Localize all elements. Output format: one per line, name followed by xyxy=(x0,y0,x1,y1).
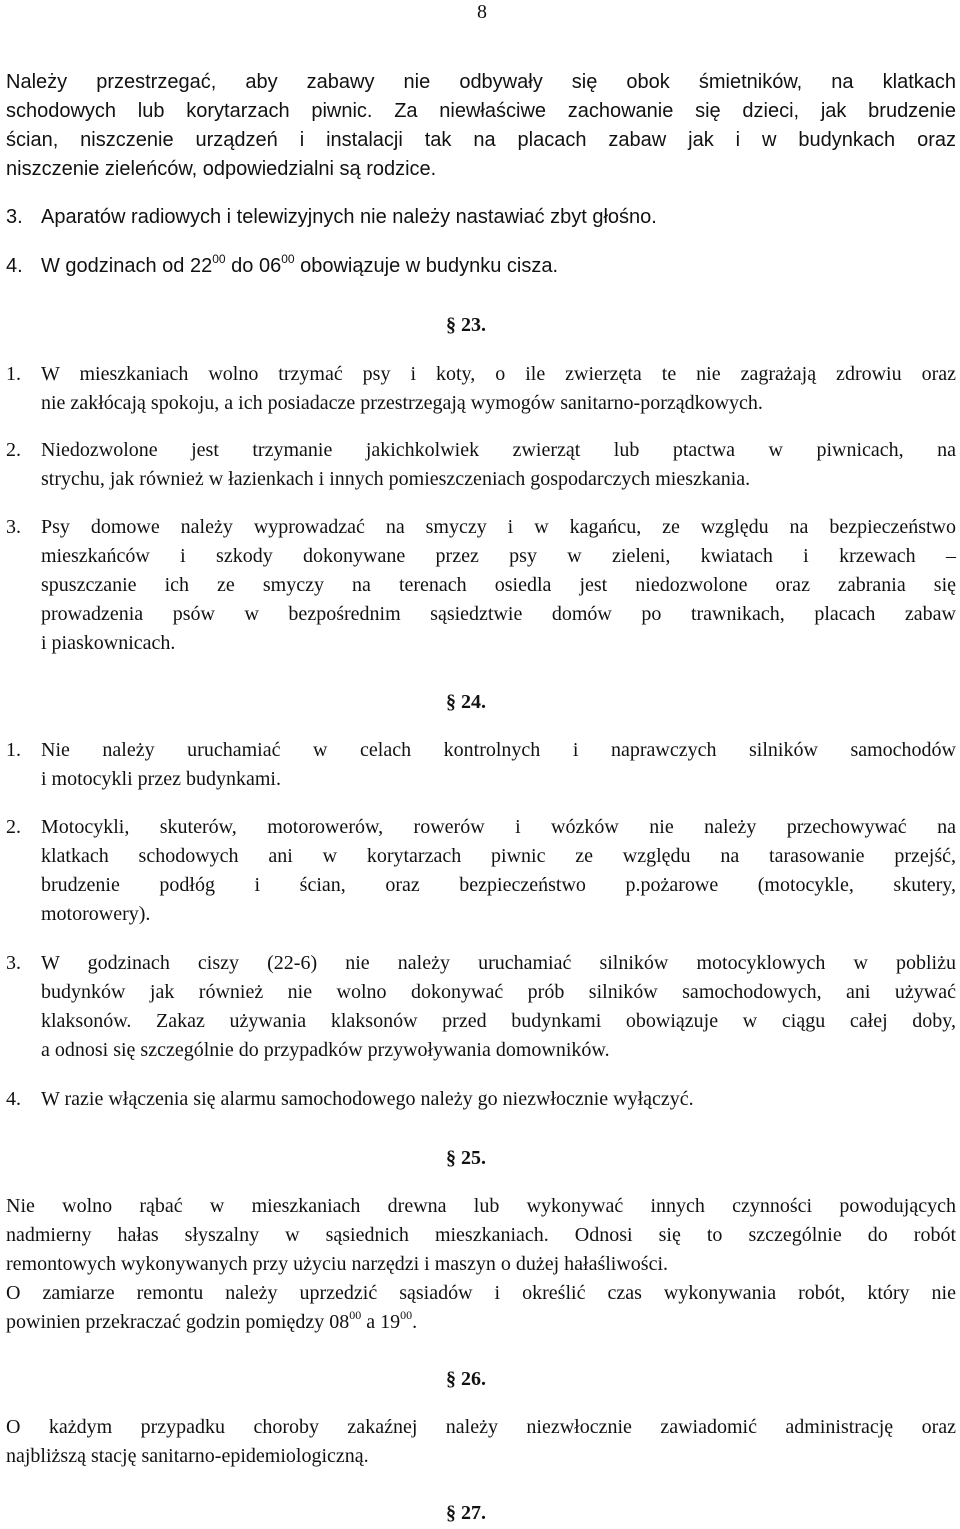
item-number: 3. xyxy=(6,206,23,228)
item-text: W godzinach od $22^{00}$ do $06^{00}$ obowiązuje w budynku cisza. xyxy=(41,252,559,277)
paragraph xyxy=(6,1192,956,1337)
intro-paragraph xyxy=(6,68,956,184)
section-heading-27: § 27. xyxy=(446,1502,486,1524)
text-line: powinien przekraczać godzin pomiędzy $08^{00}$ a $19^{00}$. xyxy=(6,1308,418,1333)
text-line: budynków jak również nie wolno dokonywać prób silników samochodowych, ani używać xyxy=(41,981,956,1003)
item-number: 4. xyxy=(6,1088,21,1110)
section-heading-24: § 24. xyxy=(446,691,486,713)
text-line: strychu, jak również w łazienkach i innych pomieszczeniach gospodarczych mieszkania. xyxy=(41,468,751,490)
text-line: schodowych lub korytarzach piwnic. Za niewłaściwe zachowanie się dzieci, jak brudzenie xyxy=(6,100,956,122)
section-heading-26: § 26. xyxy=(446,1368,486,1390)
text-line: klaksonów. Zakaz używania klaksonów przed budynkami obowiązuje w ciągu całej doby, xyxy=(41,1010,956,1032)
text-line: mieszkańców i szkody dokonywane przez psy w zieleni, kwiatach i krzewach – xyxy=(41,545,956,567)
text-line: O każdym przypadku choroby zakaźnej należy niezwłocznie zawiadomić administrację oraz xyxy=(6,1416,956,1438)
text-line: Niedozwolone jest trzymanie jakichkolwiek zwierząt lub ptactwa w piwnicach, na xyxy=(41,439,956,461)
text-line: Psy domowe należy wyprowadzać na smyczy i w kagańcu, ze względu na bezpieczeństwo xyxy=(41,516,956,538)
text-line: O zamiarze remontu należy uprzedzić sąsiadów i określić czas wykonywania robót, który nie xyxy=(6,1282,956,1304)
item-number: 2. xyxy=(6,816,21,838)
item-number: 3. xyxy=(6,516,21,538)
text-line: i piaskownicach. xyxy=(41,632,176,654)
text-line: niszczenie zieleńców, odpowiedzialni są rodzice. xyxy=(6,158,437,180)
text-line: ścian, niszczenie urządzeń i instalacji tak na placach zabaw jak i w budynkach oraz xyxy=(6,129,956,151)
section-heading-23: § 23. xyxy=(446,314,486,336)
text-line: najbliższą stację sanitarno-epidemiologiczną. xyxy=(6,1445,369,1467)
text-line: W mieszkaniach wolno trzymać psy i koty, o ile zwierzęta te nie zagrażają zdrowiu oraz xyxy=(41,363,956,385)
item-number: 2. xyxy=(6,439,21,461)
section-heading-25: § 25. xyxy=(446,1147,486,1169)
item-number: 4. xyxy=(6,255,23,277)
text-line: prowadzenia psów w bezpośrednim sąsiedztwie domów po trawnikach, placach zabaw xyxy=(41,603,956,625)
text-line: klatkach schodowych ani w korytarzach piwnic ze względu na tarasowanie przejść, xyxy=(41,845,956,867)
page-number: 8 xyxy=(477,1,487,23)
text-line: W godzinach ciszy (22-6) nie należy uruchamiać silników motocyklowych w pobliżu xyxy=(41,952,956,974)
item-number: 1. xyxy=(6,363,21,385)
item-number: 3. xyxy=(6,952,21,974)
text-line: W razie włączenia się alarmu samochodowego należy go niezwłocznie wyłączyć. xyxy=(41,1088,694,1110)
item-text: Aparatów radiowych i telewizyjnych nie należy nastawiać zbyt głośno. xyxy=(41,206,657,228)
text-line: nadmierny hałas słyszalny w sąsiednich mieszkaniach. Odnosi się to szczególnie do robót xyxy=(6,1224,956,1246)
text-line: remontowych wykonywanych przy użyciu narzędzi i maszyn o dużej hałaśliwości. xyxy=(6,1253,669,1275)
text-line: nie zakłócają spokoju, a ich posiadacze przestrzegają wymogów sanitarno-porządkowych. xyxy=(41,392,763,414)
text-line: a odnosi się szczególnie do przypadków przywoływania domowników. xyxy=(41,1039,610,1061)
text-line: i motocykli przez budynkami. xyxy=(41,768,281,790)
text-line: spuszczanie ich ze smyczy na terenach osiedla jest niedozwolone oraz zabrania się xyxy=(41,574,956,596)
text-line: Nie wolno rąbać w mieszkaniach drewna lub wykonywać innych czynności powodujących xyxy=(6,1195,956,1217)
text-line: brudzenie podłóg i ścian, oraz bezpieczeństwo p.pożarowe (motocykle, skutery, xyxy=(41,874,956,896)
text-line: Motocykli, skuterów, motorowerów, rowerów i wózków nie należy przechowywać na xyxy=(41,816,956,838)
text-line: Należy przestrzegać, aby zabawy nie odbywały się obok śmietników, na klatkach xyxy=(6,71,956,93)
item-number: 1. xyxy=(6,739,21,761)
text-line: motorowery). xyxy=(41,903,151,925)
text-line: Nie należy uruchamiać w celach kontrolnych i naprawczych silników samochodów xyxy=(41,739,956,761)
paragraph xyxy=(6,1413,956,1471)
